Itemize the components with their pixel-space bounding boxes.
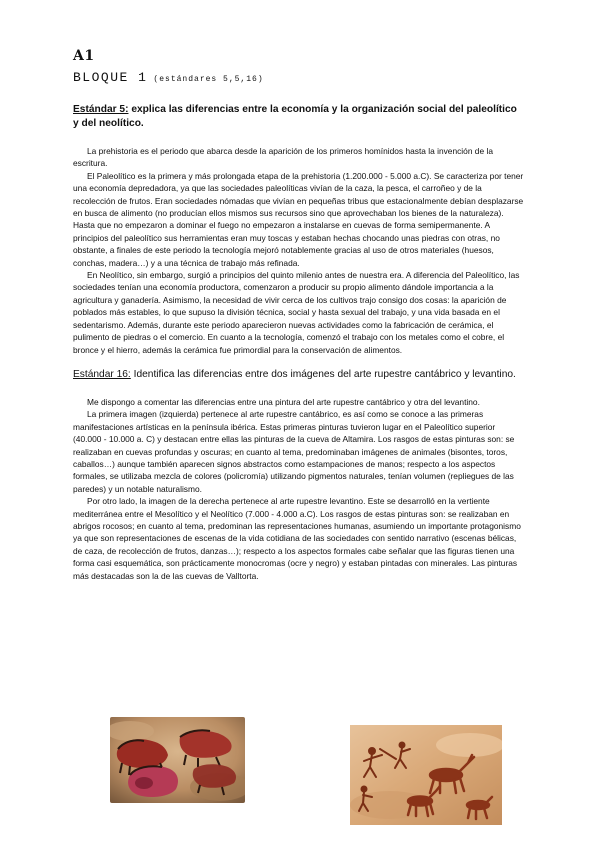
standard-16-text: Identifica las diferencias entre dos imágenes del arte rupestre cantábrico y levantino. [130,368,516,380]
paragraph: Me dispongo a comentar las diferencias entre una pintura del arte rupestre cantábrico y otra del levantino. [87,396,480,407]
paragraph: El Paleolítico es la primera y más prolongada etapa de la prehistoria (1.200.000 - 5.000 a.C). Se caracteriza por tener una economía depredadora, ya que las sociedades paleolíticas vivían de la caza, la pesca, el carroñeo y de la recolección de frutos. Eran sociedades nómadas que vivían en pequeñas tribus que estacionalmente debían desplazarse en busca de alimento (no producían ellos mismos sus recursos sino que aprovechaban los bienes de la naturaleza). Hasta que no empezaron a dominar el fuego no empezaron a instalarse en cuevas de forma semipermanente. A principios del paleolítico sus herramientas eran muy toscas y estaban hechas chocando unas piedras con otras, no obstante, a finales de este periodo la tecnología mejoró notablemente gracias al uso de otros materiales (huesos, conchas, madera…) y a una técnica de trabajo más refinada. [73,170,524,268]
paragraph: La primera imagen (izquierda) pertenece al arte rupestre cantábrico, es así como se conoce a las primeras manifestaciones artísticas en la península ibérica. Estas primeras pinturas tuvieron lugar en el Paleolítico superior (40.000 - 10.000 a. C) y destacan entre ellas las pinturas de la cueva de Altamira. Los rasgos de estas pinturas son: se realizaban en cuevas profundas y oscuras; en cuanto al tema, predominaban imágenes de animales (bisontes, toros, caballos…) aunque también aparecen signos abstractos como estampaciones de manos; respecto a los aspectos formales, se utilizaba mezcla de colores (policromía) utilizando pigmentos naturales, tenían volumen (repliegues de las paredes) y un notable naturalismo. [73,409,515,494]
paragraph: La prehistoria es el periodo que abarca desde la aparición de los primeros homínidos hasta la invención de la escritura. [73,146,493,169]
paragraph: Por otro lado, la imagen de la derecha pertenece al arte rupestre levantino. Este se desarrolló en la vertiente mediterránea entre el Mesolítico y el Neolítico (7.000 - 4.000 a.C). Los rasgos de estas pinturas son: se realizaban en abrigos rocosos; en cuanto al tema, predominan las representaciones humanas, asumiendo un importante protagonismo ya que son representaciones de escenas de la vida cotidiana de las sociedades con sentido narrativo (escenas bélicas, de caza, de recolección de frutos, danzas…); respecto a los aspectos formales cabe señalar que las figuras tienen una forma casi esquemática, son prácticamente monocromas (ocre y negro) y estaban pintadas con minerales. Las pinturas más destacadas son la de las cuevas de Valltorta. [73,496,521,581]
images-row [0,717,600,827]
document-page [73,48,525,582]
standard-5-label: Estándar 5: [73,104,129,115]
standard-5-heading [73,103,525,131]
cantabrian-cave-painting-image [110,717,245,803]
standard-5-text: explica las diferencias entre la economía y la organización social del paleolítico y del neolítico. [73,104,517,129]
standard-16-label: Estándar 16: [73,368,131,380]
document-code: A1 [73,48,95,64]
bloque-title: BLOQUE 1 [73,70,148,85]
bloque-heading [73,70,525,85]
paragraph: En Neolítico, sin embargo, surgió a principios del quinto milenio antes de nuestra era. A diferencia del Paleolítico, las sociedades tenían una economía productora, comenzaron a producir su propio alimento dándole importancia a la agricultura y ganadería. Asimismo, la necesidad de vivir cerca de los cultivos trajo consigo dos cosas: la aparición de poblados más estables, lo que supuso la división técnica, social y hasta sexual del trabajo, y una vida basada en el sedentarismo. Además, durante este periodo aparecieron nuevas actividades como la fabricación de cerámica, el pulimento de piedras o el comercio. En cuanto a la tecnología, comenzó el trabajo con los metales como el cobre, el bronce y el hierro, además la cerámica fue primordial para la conservación de alimentos. [73,270,520,355]
levantine-rock-art-image [350,725,502,825]
standard-16-heading [73,368,525,382]
estandares-note: (estándares 5,5,16) [153,75,264,84]
